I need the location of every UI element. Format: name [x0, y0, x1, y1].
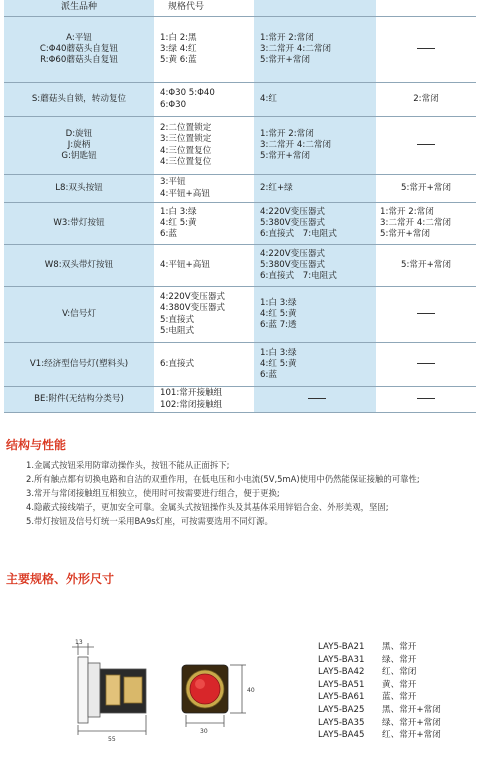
cell-line: 4:红 5:黄 — [160, 217, 197, 228]
cell-line: 3:三位置锁定 — [160, 134, 212, 145]
table-cell-c3 — [254, 203, 376, 245]
cell-line: 4:平钮+高钮 — [160, 188, 210, 199]
model-desc: 红、常开+常闭 — [382, 730, 441, 741]
table-row — [4, 83, 476, 117]
cell-line: 4:380V变压器式 — [160, 303, 226, 314]
table-cell-c2 — [154, 117, 254, 175]
cell-line: 4:Φ30 5:Φ40 — [160, 88, 215, 99]
section-title-specs: 主要规格、外形尺寸 — [6, 572, 115, 586]
model-desc: 红、常闭 — [382, 667, 417, 678]
table-cell-c3 — [254, 83, 376, 117]
table-row — [4, 387, 476, 413]
side-view — [72, 643, 146, 735]
header-col4 — [376, 0, 476, 17]
model-row — [318, 691, 462, 704]
table-cell-c2 — [154, 17, 254, 83]
cell-line: 4:红 — [260, 93, 277, 104]
cell-line: 4:红 5:黄 — [260, 308, 297, 319]
cell-line: 6:直接式 — [160, 358, 195, 369]
red-button-icon — [190, 674, 220, 704]
table-cell-c3 — [254, 17, 376, 83]
cell-line: 4:220V变压器式 — [160, 291, 226, 302]
cell-line: 4:220V变压器式 — [260, 206, 326, 217]
model-code: LAY5-BA45 — [318, 730, 365, 741]
paragraph-3: 3.常开与常闭接触组互相独立，使用时可按需要进行组合，便于更换; — [26, 488, 280, 498]
model-desc: 绿、常开+常闭 — [382, 717, 441, 728]
dim-13-label: 13 — [75, 639, 83, 646]
table-cell-c3 — [254, 287, 376, 343]
table-cell-c3 — [254, 387, 376, 413]
cell-line: 6:直接式 7:电阻式 — [260, 229, 337, 240]
cell-line: 4:红 5:黄 — [260, 358, 297, 369]
model-code: LAY5-BA61 — [318, 692, 365, 703]
cell-line: 5:电阻式 — [160, 325, 195, 336]
spec-table — [4, 0, 476, 413]
cell-line: J:旋柄 — [67, 139, 91, 150]
table-row — [4, 287, 476, 343]
dash-mark — [308, 398, 326, 399]
model-code: LAY5-BA25 — [318, 704, 365, 715]
cell-line: 5:直接式 — [160, 314, 195, 325]
cell-line: 5:黄 6:蓝 — [160, 55, 197, 66]
cell-line: 5:380V变压器式 — [260, 259, 326, 270]
table-cell-c2 — [154, 175, 254, 203]
cell-line: S:蘑菇头自锁，转动复位 — [31, 93, 127, 104]
cell-line: V1:经济型信号灯(塑料头) — [29, 358, 129, 369]
dash-mark — [417, 398, 435, 399]
model-desc: 黑、常开 — [382, 642, 417, 652]
table-cell-c2 — [154, 287, 254, 343]
table-header-row — [4, 0, 476, 17]
model-code: LAY5-BA21 — [318, 642, 365, 652]
cell-line: 3:二常开 4:二常闭 — [260, 139, 332, 150]
table-row — [4, 203, 476, 245]
model-row — [318, 641, 462, 654]
dash-mark — [417, 313, 435, 314]
structure-paragraphs — [6, 458, 476, 528]
table-cell-c3 — [254, 343, 376, 387]
cell-line: 6:蓝 7:透 — [260, 320, 297, 331]
table-cell-c1 — [4, 175, 154, 203]
cell-line: 1:常开 2:常闭 — [260, 32, 314, 43]
cell-line: 4:220V变压器式 — [260, 248, 326, 259]
cell-line: 1:白 3:绿 — [160, 206, 197, 217]
table-cell-c1 — [4, 17, 154, 83]
model-code: LAY5-BA51 — [318, 679, 365, 690]
cell-line: 5:常开+常闭 — [401, 259, 451, 270]
table-cell-c2 — [154, 245, 254, 287]
table-cell-c1 — [4, 387, 154, 413]
cell-line: W3:带灯按钮 — [53, 217, 105, 228]
paragraph-2: 2.所有触点都有切换电路和自洁的双重作用，在低电压和小电流(5V,5mA)使用中仍然能保证接触的可靠性; — [26, 474, 420, 484]
table-cell-c3 — [254, 175, 376, 203]
cell-line: 5:380V变压器式 — [260, 217, 326, 228]
dimension-drawing — [50, 635, 270, 750]
dash-mark — [417, 144, 435, 145]
table-cell-c4 — [376, 387, 476, 413]
table-cell-c4 — [376, 83, 476, 117]
model-desc: 绿、常开 — [382, 654, 417, 665]
table-cell-c1 — [4, 203, 154, 245]
dim-55-label: 55 — [108, 736, 116, 743]
cell-line: 3:二常开 4:二常闭 — [380, 217, 452, 228]
table-cell-c4 — [376, 343, 476, 387]
table-row — [4, 245, 476, 287]
cell-line: C:Φ40蘑菇头自复钮 — [39, 43, 119, 54]
table-row — [4, 117, 476, 175]
table-cell-c2 — [154, 83, 254, 117]
table-cell-c4 — [376, 245, 476, 287]
cell-line: 5:常开+常闭 — [401, 182, 451, 193]
paragraph-1: 1.金属式按钮采用防窜动操作头，按钮不能从正面拆下; — [26, 460, 230, 470]
model-desc: 黄、常开 — [382, 679, 417, 690]
table-cell-c4 — [376, 117, 476, 175]
cell-line: G:钥匙钮 — [61, 151, 97, 162]
cell-line: 5:常开+常闭 — [260, 151, 310, 162]
model-row — [318, 704, 462, 717]
cell-line: 1:白 3:绿 — [260, 347, 297, 358]
cell-line: 2:二位置锁定 — [160, 122, 212, 133]
model-list — [318, 641, 462, 742]
cell-line: 3:二常开 4:二常闭 — [260, 43, 332, 54]
table-cell-c2 — [154, 343, 254, 387]
table-cell-c4 — [376, 17, 476, 83]
paragraph-5: 5.带灯按钮及信号灯统一采用BA9s灯座，可按需要选用不同灯源。 — [26, 516, 273, 526]
cell-line: 1:常开 2:常闭 — [380, 206, 434, 217]
cell-line: 5:常开+常闭 — [260, 55, 310, 66]
model-row — [318, 666, 462, 679]
cell-line: L8:双头按钮 — [55, 182, 103, 193]
table-cell-c1 — [4, 287, 154, 343]
cell-line: 3:平钮 — [160, 177, 186, 188]
cell-line: 102:常闭接触组 — [160, 399, 223, 410]
cell-line: 6:蓝 — [160, 229, 177, 240]
table-cell-c2 — [154, 203, 254, 245]
model-row — [318, 654, 462, 667]
model-row — [318, 679, 462, 692]
table-row — [4, 17, 476, 83]
dim-30-label: 30 — [200, 728, 208, 735]
table-cell-c4 — [376, 175, 476, 203]
header-col3 — [254, 0, 376, 17]
model-code: LAY5-BA35 — [318, 717, 365, 728]
cell-line: 4:平钮+高钮 — [160, 259, 210, 270]
model-code: LAY5-BA42 — [318, 667, 365, 678]
cell-line: 5:常开+常闭 — [380, 229, 430, 240]
table-cell-c2 — [154, 387, 254, 413]
front-view — [182, 665, 228, 713]
cell-line: 6:Φ30 — [160, 99, 187, 110]
table-cell-c4 — [376, 287, 476, 343]
table-cell-c1 — [4, 343, 154, 387]
cell-line: 101:常开接触组 — [160, 388, 223, 399]
model-row — [318, 729, 462, 742]
cell-line: 1:常开 2:常闭 — [260, 128, 314, 139]
table-cell-c4 — [376, 203, 476, 245]
dash-mark — [417, 48, 435, 49]
header-spec-code: 规格代号 — [154, 0, 254, 17]
cell-line: R:Φ60蘑菇头自复钮 — [40, 55, 118, 66]
section-title-structure: 结构与性能 — [6, 438, 67, 452]
model-desc: 黑、常开+常闭 — [382, 704, 441, 715]
cell-line: BE:附件(无结构分类号) — [34, 393, 124, 404]
table-row — [4, 343, 476, 387]
cell-line: 6:直接式 7:电阻式 — [260, 271, 337, 282]
spec-table-container — [4, 0, 480, 413]
cell-line: W8:双头带灯按钮 — [44, 259, 114, 270]
table-cell-c3 — [254, 117, 376, 175]
model-code: LAY5-BA31 — [318, 654, 365, 665]
cell-line: A:平钮 — [66, 32, 92, 43]
table-cell-c1 — [4, 117, 154, 175]
cell-line: 4:三位置复位 — [160, 145, 212, 156]
cell-line: 2:红+绿 — [260, 182, 293, 193]
cell-line: 6:蓝 — [260, 370, 277, 381]
cell-line: 2:常闭 — [413, 93, 439, 104]
dash-mark — [417, 363, 435, 364]
header-variety: 派生品种 — [4, 0, 154, 17]
cell-line: 4:三位置复位 — [160, 156, 212, 167]
cell-line: 1:白 2:黑 — [160, 32, 197, 43]
model-desc: 蓝、常开 — [382, 692, 417, 703]
table-cell-c1 — [4, 245, 154, 287]
cell-line: 3:绿 4:红 — [160, 43, 197, 54]
table-row — [4, 175, 476, 203]
model-row — [318, 717, 462, 730]
cell-line: V:信号灯 — [62, 308, 96, 319]
paragraph-4: 4.隐蔽式接线端子，更加安全可靠。金属头式按钮操作头及其基体采用锌铝合金、外形美观，坚固; — [26, 502, 389, 512]
dim-40-label: 40 — [247, 687, 255, 694]
table-cell-c1 — [4, 83, 154, 117]
table-cell-c3 — [254, 245, 376, 287]
cell-line: 1:白 3:绿 — [260, 297, 297, 308]
cell-line: D:旋钮 — [65, 128, 93, 139]
